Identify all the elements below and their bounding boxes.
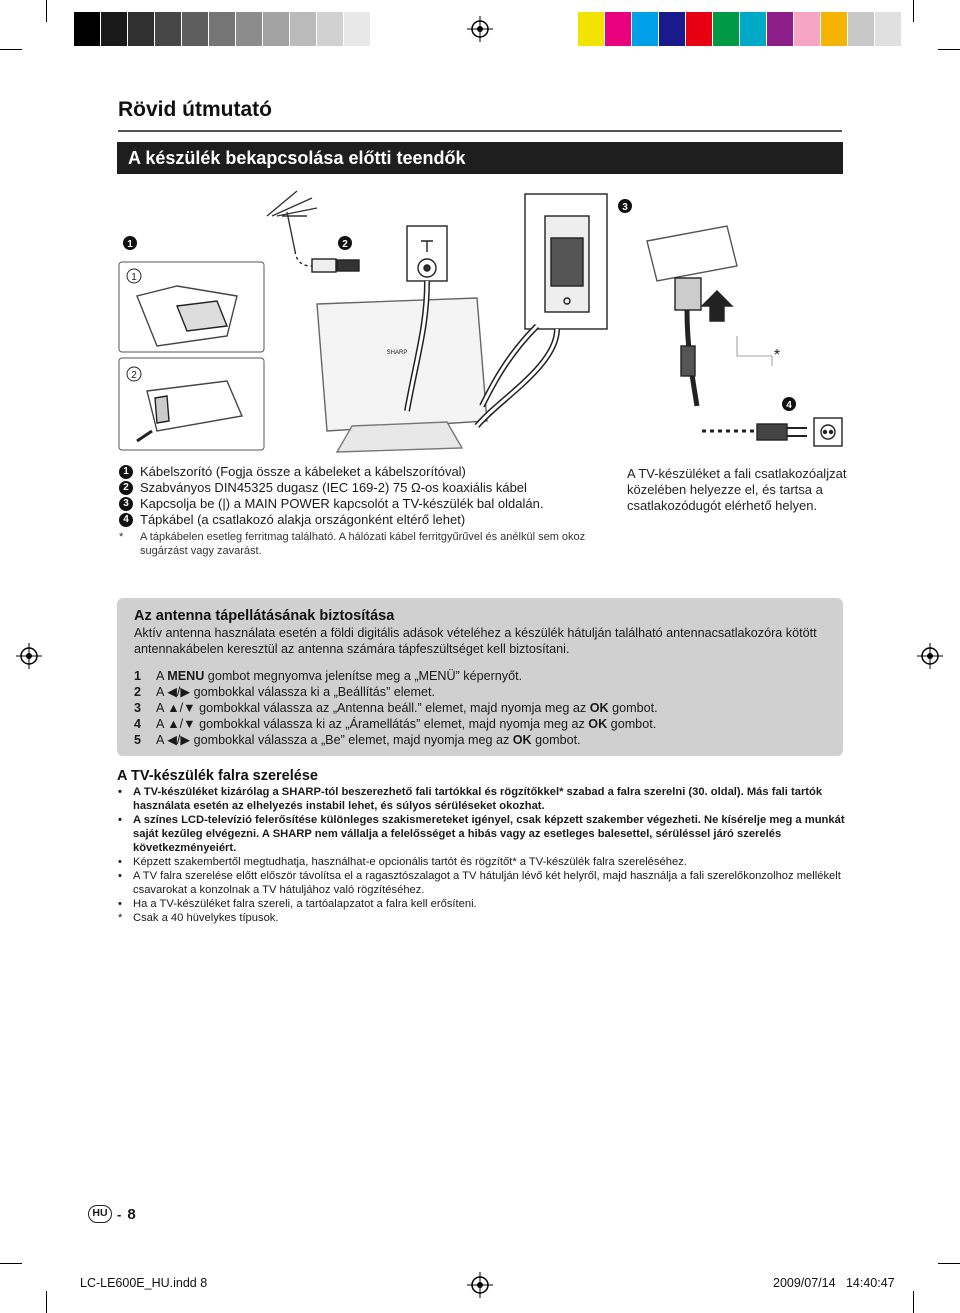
sub-step-2: 2 xyxy=(131,370,137,381)
step-number: 3 xyxy=(134,701,142,715)
step-key: MENU xyxy=(167,669,205,683)
crop-mark xyxy=(46,1291,47,1313)
antenna-description: Aktív antenna használata esetén a földi digitális adások vételéhez a készülék hátulján található antennacsatlakozóra kötött antennakábelen keresztül az antenna számára tápfeszültséget kell biztosítani. xyxy=(134,626,817,656)
step-key: OK xyxy=(589,701,609,715)
registration-mark-icon xyxy=(917,643,943,669)
asterisk-marker: * xyxy=(773,347,781,364)
wall-mount-item xyxy=(117,869,847,897)
gray-swatch xyxy=(209,12,236,46)
color-swatch xyxy=(686,12,713,46)
legend-text: Szabványos DIN45325 dugasz (IEC 169-2) 75 Ω-os koaxiális kábel xyxy=(140,480,527,495)
legend-note xyxy=(119,530,589,558)
note-text: A tápkábelen esetleg ferritmag található. A hálózati kábel ferritgyűrűvel és anélkül sem okoz sugárzást vagy zavarást. xyxy=(140,531,586,557)
gray-swatch xyxy=(344,12,371,46)
antenna-step xyxy=(134,684,826,700)
crop-mark xyxy=(0,49,22,50)
registration-mark-icon xyxy=(467,1272,493,1298)
step-key: OK xyxy=(588,717,608,731)
registration-mark-icon xyxy=(16,643,42,669)
crop-mark xyxy=(0,1263,22,1264)
gray-swatch xyxy=(290,12,317,46)
crop-mark xyxy=(913,0,914,22)
color-swatch xyxy=(794,12,821,46)
step-number: 4 xyxy=(134,717,142,731)
gray-swatch xyxy=(182,12,209,46)
note-marker: * xyxy=(119,531,124,543)
color-swatch xyxy=(713,12,740,46)
legend-number: 1 xyxy=(119,465,133,479)
registration-mark-icon xyxy=(467,16,493,42)
bullet-marker: • xyxy=(118,814,122,826)
callout-3: 3 xyxy=(622,202,628,213)
legend-item xyxy=(119,480,589,496)
bullet-marker: • xyxy=(118,870,122,882)
callout-2: 2 xyxy=(342,239,348,250)
bullet-marker: • xyxy=(118,786,122,798)
step-number: 5 xyxy=(134,733,142,747)
wall-mount-item xyxy=(117,813,847,855)
antenna-step xyxy=(134,700,826,716)
antenna-step xyxy=(134,732,826,748)
bullet-marker: • xyxy=(118,856,122,868)
color-swatch xyxy=(821,12,848,46)
wall-mount-text: Ha a TV-készüléket falra szereli, a tartóalapzatot a falra kell erősíteni. xyxy=(133,898,477,910)
legend-text: Kábelszorító (Fogja össze a kábeleket a kábelszorítóval) xyxy=(140,464,466,479)
step-key: OK xyxy=(512,733,532,747)
wall-mount-section xyxy=(117,768,847,925)
wall-mount-item xyxy=(117,855,847,869)
wall-mount-text: Csak a 40 hüvelykes típusok. xyxy=(133,912,279,924)
bullet-marker: * xyxy=(118,912,123,924)
legend-text: Tápkábel (a csatlakozó alakja országonként eltérő lehet) xyxy=(140,512,466,527)
crop-mark xyxy=(938,1263,960,1264)
legend-number: 4 xyxy=(119,513,133,527)
gray-swatch xyxy=(263,12,290,46)
step-text: A ▲/▼ gombokkal válassza az „Antenna beáll.” elemet, majd nyomja meg az OK gombot. xyxy=(156,701,658,715)
footer-timestamp: 2009/07/14 14:40:47 xyxy=(773,1276,895,1290)
tv-back xyxy=(317,298,487,431)
antenna-power-box xyxy=(117,598,843,756)
color-swatch xyxy=(578,12,605,46)
gray-swatch xyxy=(101,12,128,46)
gray-swatch xyxy=(74,12,101,46)
placement-note: A TV-készüléket a fali csatlakozóaljzat közelében helyezze el, és tartsa a csatlakozódugót elérhető helyen. xyxy=(627,466,847,513)
crop-mark xyxy=(46,0,47,22)
gray-color-bar xyxy=(74,12,398,46)
section-banner: A készülék bekapcsolása előtti teendők xyxy=(117,142,843,174)
gray-swatch xyxy=(155,12,182,46)
wall-mount-text: A TV-készüléket kizárólag a SHARP-tól beszerezhető fali tartókkal és rögzítőkkel* szabad a falra szerelni (30. oldal). Más fali tartók használata esetén az elhelyezés instabil lehet, és súlyos sérüléseket okozhat. xyxy=(133,786,823,812)
wall-mount-text: A színes LCD-televízió felerősítése különleges szakismereteket igényel, csak képzett szakember végezheti. Ne kísérelje meg a munkát saját kezűleg elvégezni. A SHARP nem vállalja a felelősséget a hibás vagy az esetleges balesettel, sérüléssel járó szerelés következményeiért. xyxy=(133,814,845,854)
wall-mount-text: Képzett szakembertől megtudhatja, használhat-e opcionális tartót és rögzítőt* a TV-készülék falra szereléséhez. xyxy=(133,856,687,868)
color-swatch xyxy=(632,12,659,46)
title-rule xyxy=(118,130,842,132)
wall-mount-item xyxy=(117,911,847,925)
bullet-marker: • xyxy=(118,898,122,910)
gray-swatch xyxy=(317,12,344,46)
cmyk-color-bar xyxy=(578,12,902,46)
page-title: Rövid útmutató xyxy=(118,98,272,121)
legend-item xyxy=(119,512,589,528)
legend xyxy=(119,464,589,558)
connection-illustration xyxy=(117,186,843,454)
color-swatch xyxy=(605,12,632,46)
callout-1: 1 xyxy=(127,239,133,250)
antenna-step xyxy=(134,668,826,684)
step-text: A ◀/▶ gombokkal válassza a „Be” elemet, majd nyomja meg az OK gombot. xyxy=(156,733,581,747)
tv-brand-label: SHARP xyxy=(386,350,408,356)
gray-swatch xyxy=(371,12,398,46)
color-swatch xyxy=(767,12,794,46)
gray-swatch xyxy=(128,12,155,46)
color-swatch xyxy=(659,12,686,46)
color-swatch xyxy=(740,12,767,46)
step-text: A ▲/▼ gombokkal válassza ki az „Áramellátás” elemet, majd nyomja meg az OK gombot. xyxy=(156,717,657,731)
legend-number: 2 xyxy=(119,481,133,495)
page-number xyxy=(88,1205,136,1223)
sub-step-1: 1 xyxy=(131,272,137,283)
page-number-value: 8 xyxy=(127,1205,136,1223)
wall-mount-item xyxy=(117,897,847,911)
language-badge: HU xyxy=(88,1205,112,1223)
wall-mount-text: A TV falra szerelése előtt először távolítsa el a ragasztószalagot a TV hátulján lévő két helyről, majd használja a fali szerelőkonzolhoz mellékelt csavarokat a konzolnak a TV hátuljához való rögzítéséhez. xyxy=(133,870,841,896)
gray-swatch xyxy=(236,12,263,46)
antenna-step xyxy=(134,716,826,732)
footer-filename: LC-LE600E_HU.indd 8 xyxy=(80,1276,208,1290)
color-swatch xyxy=(875,12,902,46)
color-swatch xyxy=(848,12,875,46)
antenna-icon xyxy=(267,191,317,251)
crop-mark xyxy=(938,49,960,50)
antenna-heading: Az antenna tápellátásának biztosítása xyxy=(134,608,395,624)
page-number-separator: - xyxy=(117,1206,122,1222)
antenna-steps xyxy=(134,668,826,748)
callout-4: 4 xyxy=(786,400,792,411)
legend-item xyxy=(119,496,589,512)
step-text: A ◀/▶ gombokkal válassza ki a „Beállítás” elemet. xyxy=(156,685,436,699)
legend-item xyxy=(119,464,589,480)
wall-mount-heading: A TV-készülék falra szerelése xyxy=(117,768,318,784)
wall-mount-item xyxy=(117,785,847,813)
legend-text: Kapcsolja be (|) a MAIN POWER kapcsolót a TV-készülék bal oldalán. xyxy=(140,496,544,511)
step-number: 2 xyxy=(134,685,142,699)
step-text: A MENU gombot megnyomva jelenítse meg a „MENÜ” képernyőt. xyxy=(156,669,523,683)
step-number: 1 xyxy=(134,669,142,683)
legend-number: 3 xyxy=(119,497,133,511)
crop-mark xyxy=(913,1291,914,1313)
